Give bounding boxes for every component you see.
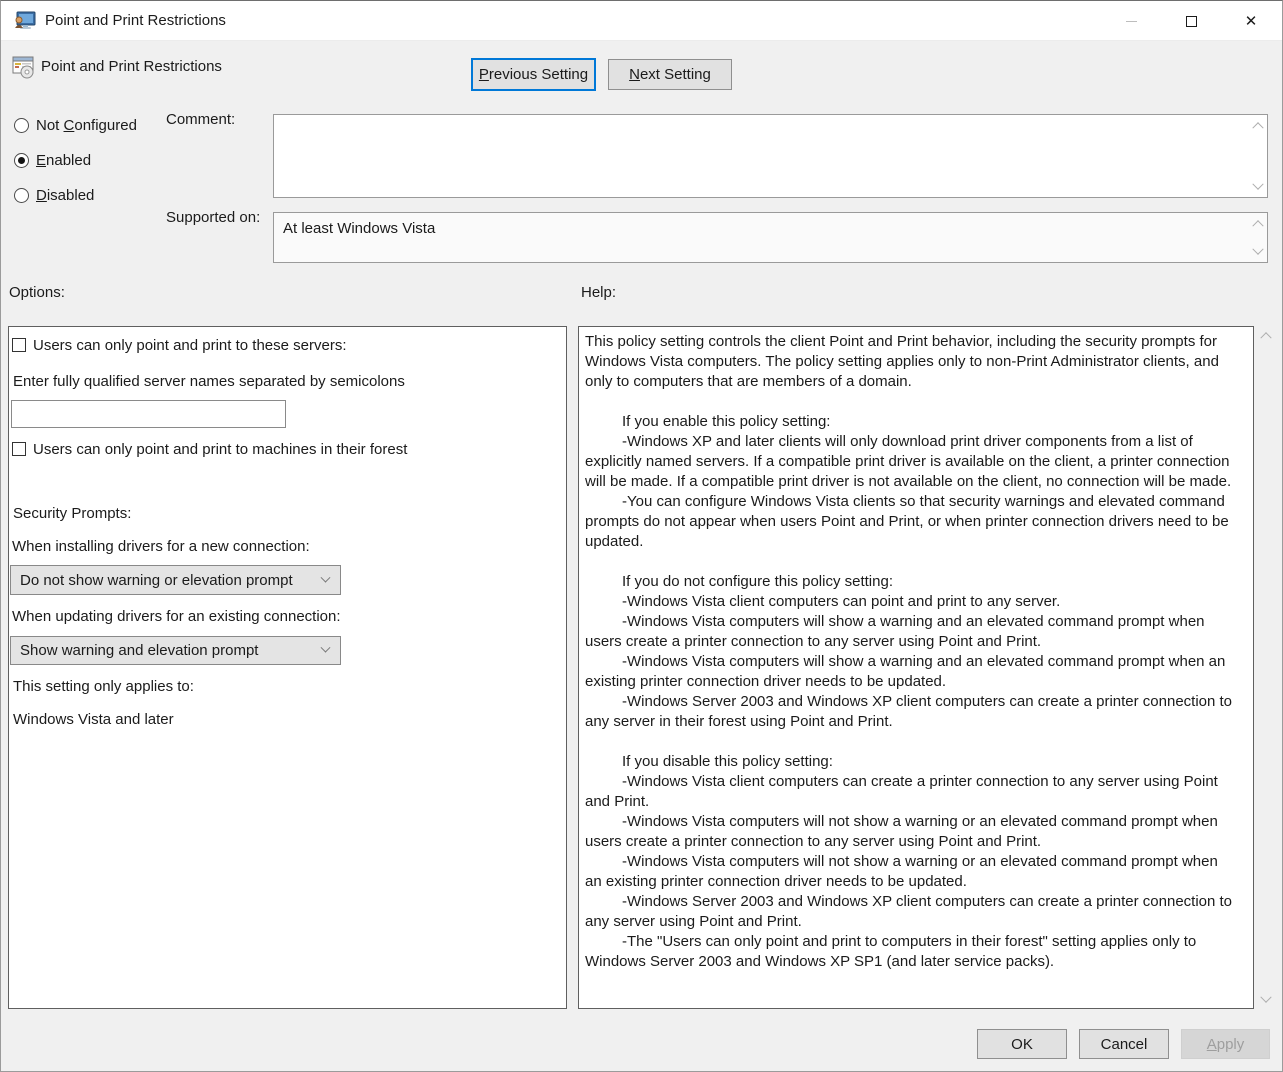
- options-panel: [8, 326, 567, 1009]
- radio-circle: [14, 188, 29, 203]
- scroll-up-button[interactable]: [1250, 118, 1266, 132]
- policy-icon: [12, 55, 36, 79]
- installing-drivers-dropdown[interactable]: [10, 565, 341, 595]
- supported-on-field[interactable]: [273, 212, 1268, 263]
- policy-setting-name: Point and Print Restrictions: [41, 58, 222, 75]
- scroll-up-button[interactable]: [1258, 328, 1274, 342]
- options-section-label: Options:: [9, 284, 65, 301]
- comment-textarea[interactable]: [273, 114, 1268, 198]
- supported-on-label: Supported on:: [166, 209, 261, 226]
- help-paragraph: -The "Users can only point and print to computers in their forest" setting applies only to Windows Server 2003 and Windows XP SP1 (and later service packs).: [585, 933, 1197, 970]
- radio-circle: [14, 118, 29, 133]
- scroll-down-button[interactable]: [1250, 245, 1266, 259]
- help-paragraph: -Windows Vista computers will show a warning and an elevated command prompt when users create a printer connection to any server using Point and Print.: [585, 613, 1205, 650]
- chevron-down-icon: [1252, 179, 1263, 190]
- updating-drivers-dropdown[interactable]: [10, 636, 341, 665]
- chevron-up-icon: [1252, 122, 1263, 133]
- forest-checkbox-label: Users can only point and print to machines in their forest: [33, 441, 408, 458]
- help-paragraph: If you do not configure this policy setting:: [622, 573, 893, 590]
- ok-button[interactable]: OK: [977, 1029, 1067, 1059]
- chevron-down-icon: [1260, 992, 1271, 1003]
- minimize-icon: [1126, 21, 1137, 22]
- apply-button[interactable]: Apply: [1181, 1029, 1270, 1059]
- server-names-hint: Enter fully qualified server names separated by semicolons: [13, 373, 405, 390]
- help-paragraph: -You can configure Windows Vista clients so that security warnings and elevated command prompts do not appear when users Point and Print, or when printer connection drivers need to be updated.: [585, 493, 1229, 550]
- updating-drivers-label: When updating drivers for an existing connection:: [12, 608, 341, 625]
- app-icon: [14, 11, 36, 31]
- applies-to-value: Windows Vista and later: [13, 711, 174, 728]
- radio-disabled[interactable]: [14, 185, 94, 205]
- help-paragraph: -Windows Vista client computers can create a printer connection to any server using Point and Print.: [585, 773, 1218, 810]
- chevron-down-icon: [321, 572, 331, 582]
- help-paragraph: -Windows XP and later clients will only download print driver components from a list of explicitly named servers. If a compatible print driver is available on the client, a printer connection will be made. If a compatible print driver is not available on the client, no connection will be made.: [585, 433, 1232, 490]
- help-paragraph: -Windows Server 2003 and Windows XP client computers can create a printer connection to any server in their forest using Point and Print.: [585, 693, 1233, 730]
- cancel-button[interactable]: Cancel: [1079, 1029, 1169, 1059]
- help-section-label: Help:: [581, 284, 617, 301]
- updating-drivers-selected-value: Show warning and elevation prompt: [20, 642, 259, 659]
- chevron-down-icon: [1252, 244, 1263, 255]
- installing-drivers-label: When installing drivers for a new connection:: [12, 538, 310, 555]
- help-paragraph: -Windows Server 2003 and Windows XP client computers can create a printer connection to any server using Point and Print.: [585, 893, 1233, 930]
- radio-not-configured[interactable]: [14, 115, 137, 135]
- applies-to-label: This setting only applies to:: [13, 678, 194, 695]
- radio-circle: [14, 153, 29, 168]
- radio-label: Enabled: [36, 151, 92, 169]
- radio-enabled[interactable]: [14, 150, 91, 170]
- close-icon: ✕: [1244, 12, 1258, 30]
- server-names-input[interactable]: [11, 400, 286, 428]
- forest-checkbox[interactable]: [12, 442, 26, 456]
- previous-setting-button[interactable]: Previous Setting: [471, 58, 596, 91]
- radio-label: Disabled: [36, 186, 95, 204]
- next-setting-button[interactable]: Next Setting: [608, 59, 732, 90]
- title-bar[interactable]: [1, 1, 1282, 41]
- radio-label: Not Configured: [36, 116, 137, 134]
- minimize-button[interactable]: [1108, 1, 1154, 41]
- servers-checkbox-label: Users can only point and print to these servers:: [33, 337, 347, 354]
- maximize-icon: [1186, 16, 1197, 27]
- help-text: [585, 332, 1233, 972]
- chevron-up-icon: [1260, 332, 1271, 343]
- help-paragraph: -Windows Vista client computers can point and print to any server.: [622, 593, 1061, 610]
- help-paragraph: This policy setting controls the client Point and Print behavior, including the security prompts for Windows Vista computers. The policy setting applies only to non-Print Administrator clients, and only to computers that are members of a domain.: [585, 333, 1219, 390]
- security-prompts-label: Security Prompts:: [13, 505, 132, 522]
- scroll-down-button[interactable]: [1250, 180, 1266, 194]
- help-paragraph: If you disable this policy setting:: [622, 753, 833, 770]
- window-title: Point and Print Restrictions: [45, 12, 226, 29]
- installing-drivers-selected-value: Do not show warning or elevation prompt: [20, 571, 293, 589]
- chevron-down-icon: [321, 643, 331, 653]
- help-paragraph: -Windows Vista computers will not show a warning or an elevated command prompt when an existing printer connection driver needs to be updated.: [585, 853, 1218, 890]
- scroll-down-button[interactable]: [1258, 993, 1274, 1007]
- comment-label: Comment:: [166, 111, 236, 128]
- close-button[interactable]: [1228, 1, 1274, 41]
- scroll-up-button[interactable]: [1250, 216, 1266, 230]
- help-paragraph: -Windows Vista computers will not show a warning or an elevated command prompt when users create a printer connection to any server using Point and Print.: [585, 813, 1218, 850]
- help-paragraph: If you enable this policy setting:: [622, 413, 831, 430]
- help-scrollbar[interactable]: [1257, 328, 1275, 1007]
- supported-on-value: At least Windows Vista: [283, 220, 436, 237]
- servers-checkbox[interactable]: [12, 338, 26, 352]
- chevron-up-icon: [1252, 220, 1263, 231]
- help-paragraph: -Windows Vista computers will show a warning and an elevated command prompt when an existing printer connection driver needs to be updated.: [585, 653, 1226, 690]
- maximize-button[interactable]: [1168, 1, 1214, 41]
